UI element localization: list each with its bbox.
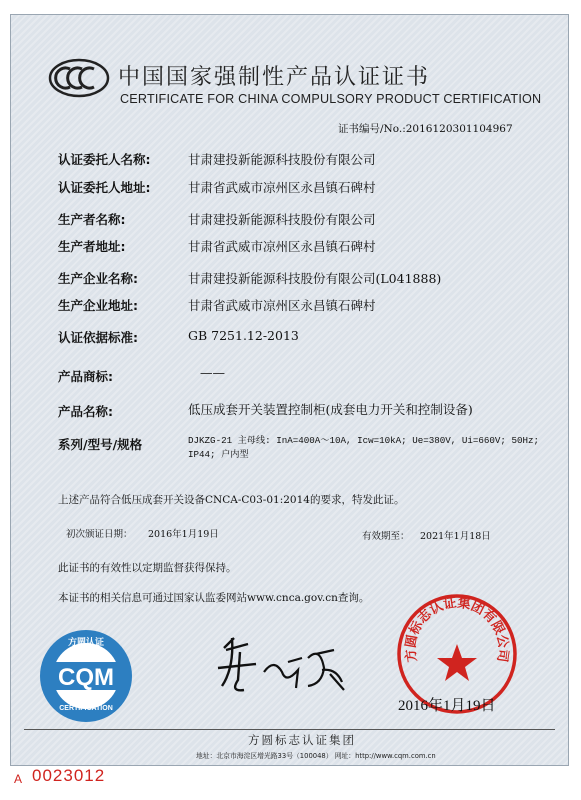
signature-graphic [204, 628, 354, 698]
validity-note: 此证书的有效性以定期监督获得保持。 [58, 562, 237, 574]
field-value-applicant-name: 甘肃建投新能源科技股份有限公司 [188, 152, 376, 167]
field-value-factory-name: 甘肃建投新能源科技股份有限公司(L041888) [188, 271, 442, 286]
field-value-manufacturer-address: 甘肃省武威市凉州区永昌镇石碑村 [188, 239, 376, 254]
cqm-certification-logo [36, 626, 136, 726]
field-value-trademark: —— [200, 365, 225, 380]
issue-date-label: 初次颁证日期： [66, 529, 133, 540]
field-label-model-spec: 系列/型号/规格 [58, 437, 143, 452]
field-value-factory-address: 甘肃省武威市凉州区永昌镇石碑村 [188, 298, 376, 313]
expiry-date-label: 有效期至： [362, 531, 410, 542]
field-value-standard: GB 7251.12-2013 [188, 328, 299, 343]
serial-prefix: A [14, 772, 23, 786]
field-value-manufacturer-name: 甘肃建投新能源科技股份有限公司 [188, 212, 376, 227]
certificate-number [338, 121, 513, 136]
field-value-product-name: 低压成套开关装置控制柜(成套电力开关和控制设备) [188, 402, 473, 417]
info-note: 本证书的相关信息可通过国家认监委网站www.cnca.gov.cn查询。 [58, 592, 370, 604]
certificate-number-label: 证书编号/No.: [338, 123, 406, 135]
field-label-standard: 认证依据标准: [58, 330, 138, 345]
cqm-bottom-text: CERTIFICATION [59, 705, 113, 712]
field-label-factory-address: 生产企业地址: [58, 298, 138, 313]
certificate-title-en: CERTIFICATE FOR CHINA COMPULSORY PRODUCT CERTIFICATION [120, 92, 542, 106]
footer-address: 地址：北京市海淀区增光路33号（100048） 网址：http://www.cqm.com.cn [196, 752, 436, 760]
compliance-statement: 上述产品符合低压成套开关设备CNCA-C03-01:2014的要求，特发此证。 [58, 494, 405, 506]
expiry-date-value: 2021年1月18日 [420, 531, 491, 542]
certificate-title: 中国国家强制性产品认证证书 [118, 65, 431, 90]
cqm-mid-text: CQM [58, 664, 114, 691]
field-label-applicant-name: 认证委托人名称: [58, 152, 151, 167]
field-label-applicant-address: 认证委托人地址: [58, 180, 151, 195]
field-label-factory-name: 生产企业名称: [58, 271, 138, 286]
field-value-model-spec: DJKZG-21 主母线: InA=400A～10A, Icw=10kA; Ue=380V, Ui=660V; 50Hz; IP44; 户内型 [188, 435, 540, 460]
field-label-product-name: 产品名称: [58, 404, 113, 419]
serial-number: 0023012 [32, 766, 106, 785]
cqm-top-text: 方圆认证 [67, 638, 105, 648]
certificate-number-value: 2016120301104967 [405, 123, 513, 135]
stamp-date: 2016年1月19日 [398, 698, 496, 714]
field-label-manufacturer-name: 生产者名称: [58, 212, 126, 227]
stamp-text: 方圆标志认证集团有限公司 [403, 595, 511, 663]
footer-divider [24, 729, 555, 730]
field-label-manufacturer-address: 生产者地址: [58, 239, 126, 254]
ccc-logo-icon [48, 58, 110, 98]
field-value-applicant-address: 甘肃省武威市凉州区永昌镇石碑村 [188, 180, 376, 195]
footer-organization: 方圆标志认证集团 [248, 733, 356, 747]
field-label-trademark: 产品商标: [58, 369, 113, 384]
issue-date-value: 2016年1月19日 [148, 529, 219, 540]
